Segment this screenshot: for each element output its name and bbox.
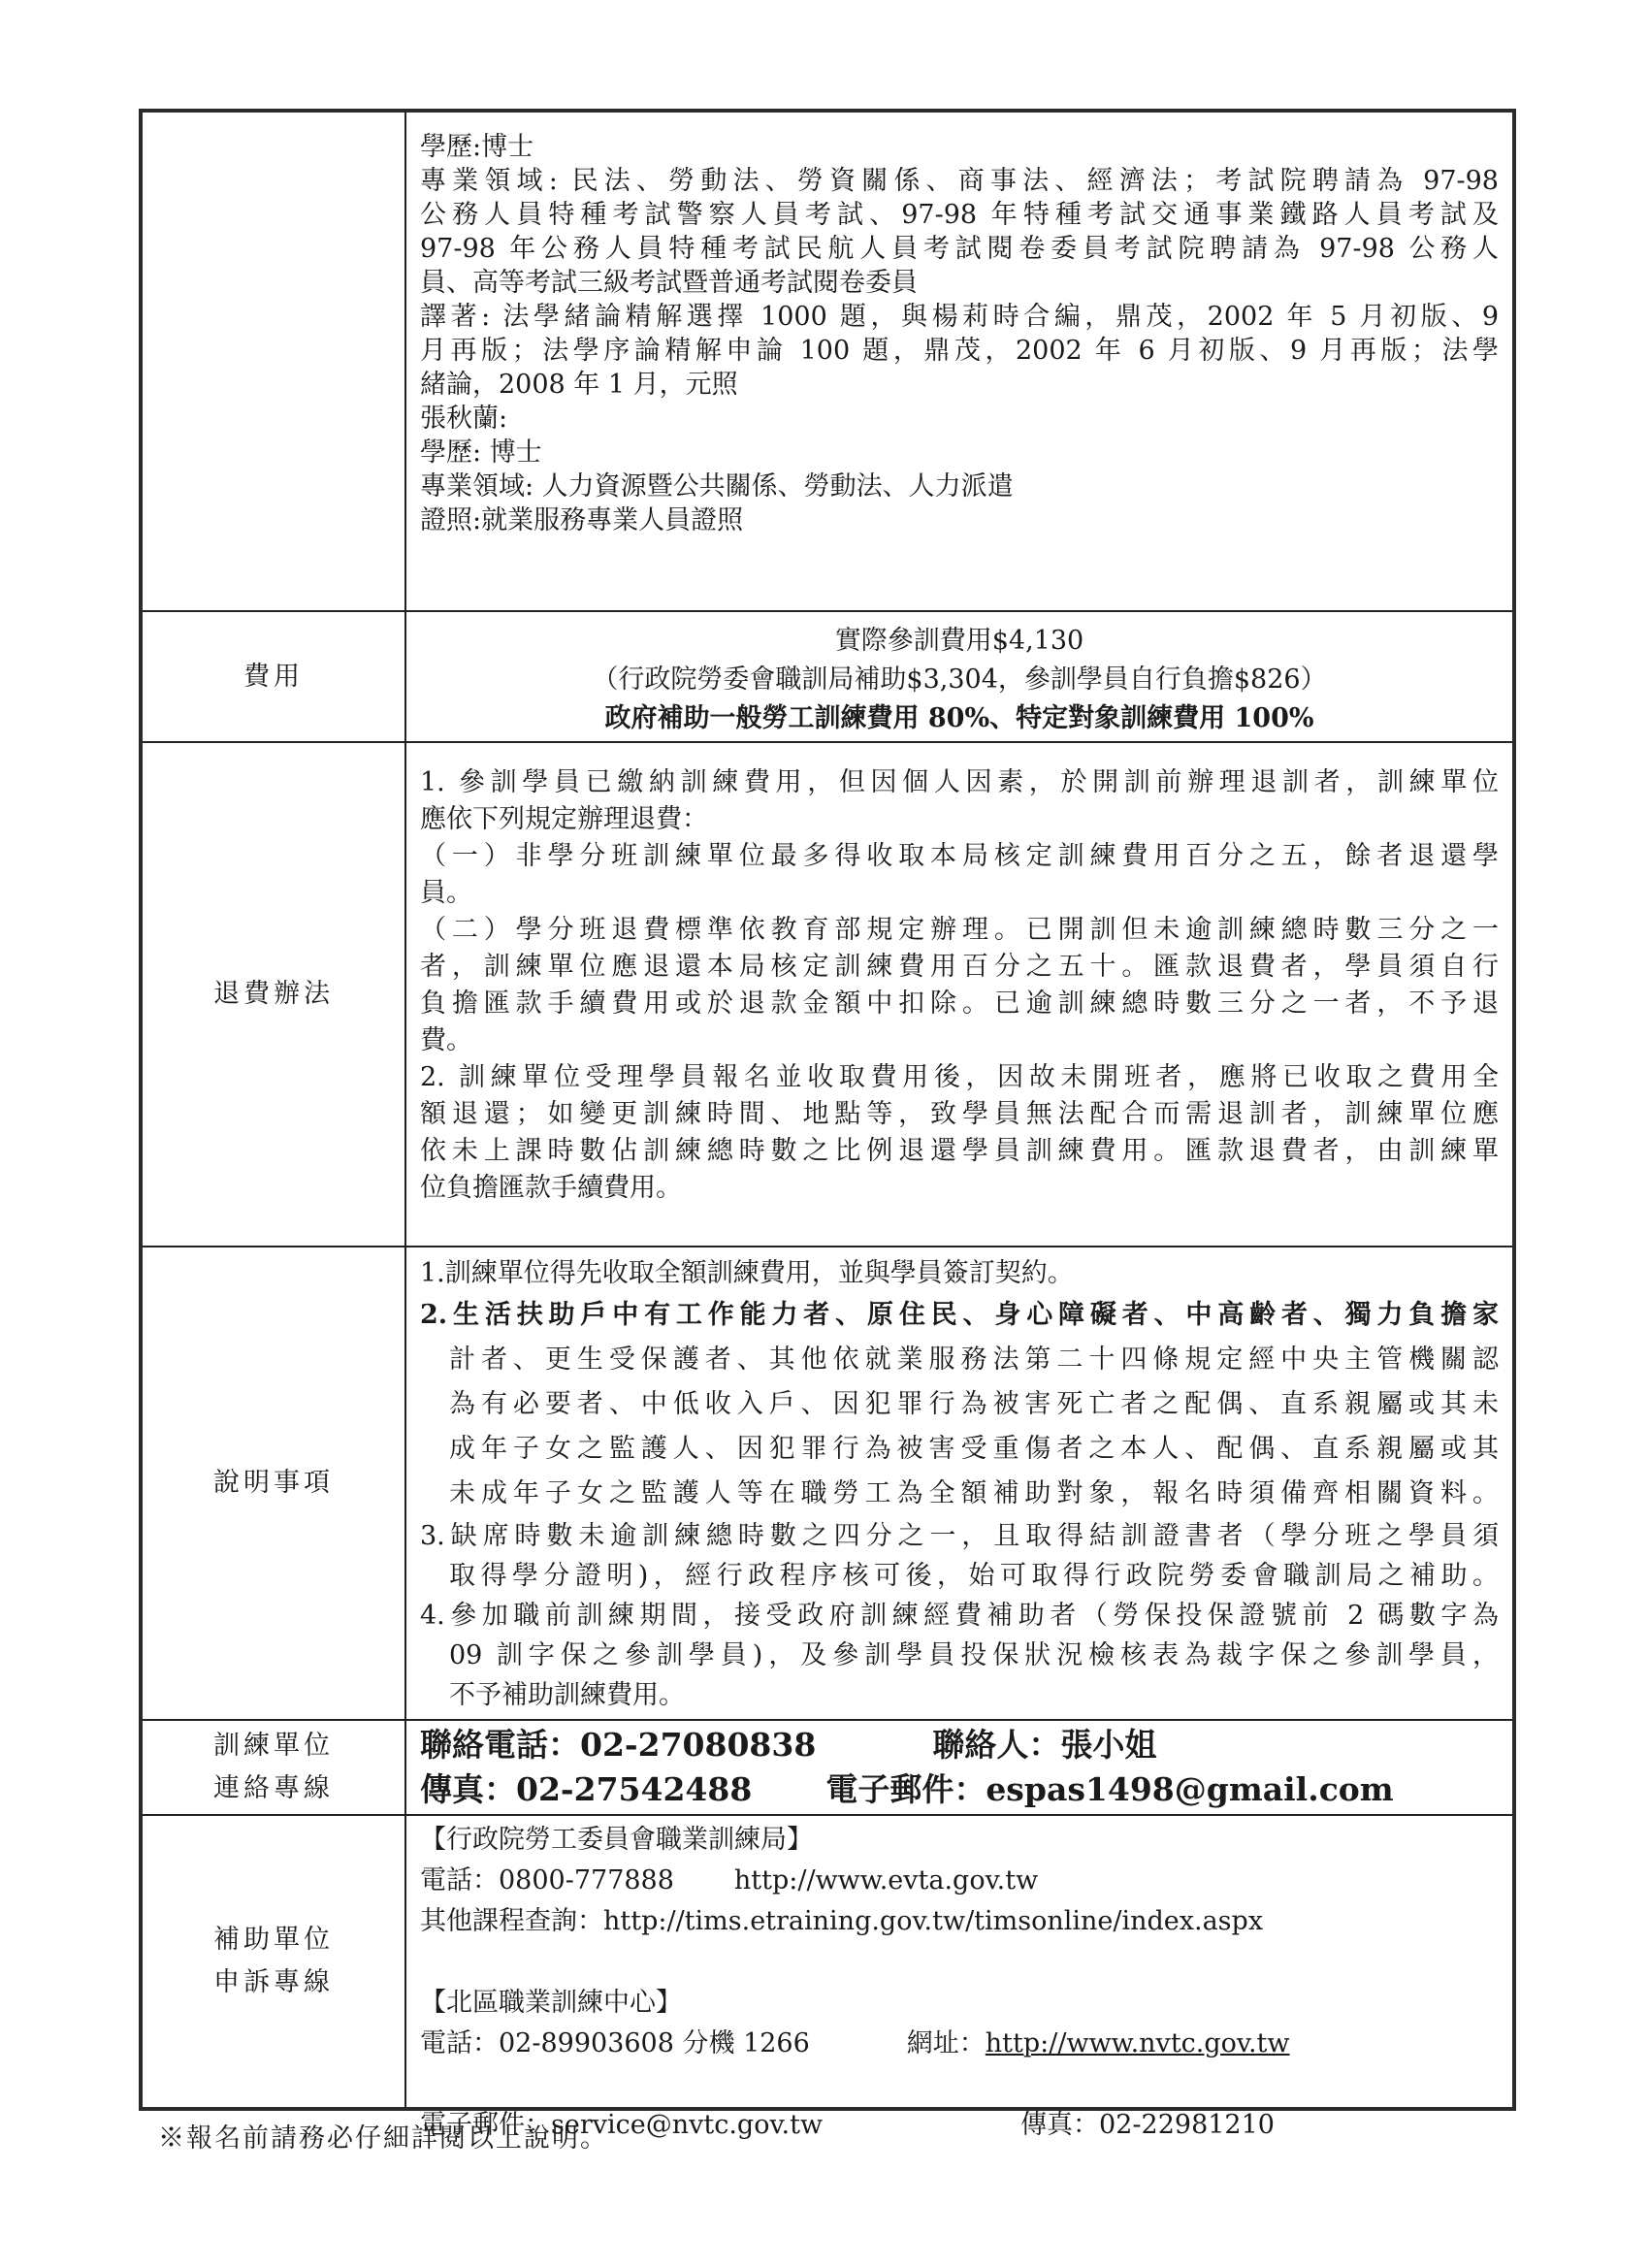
refund-cell — [406, 764, 1512, 1207]
refund-row — [143, 741, 1512, 1246]
contact-email[interactable]: 電子郵件：espas1498@gmail.com — [825, 1770, 1394, 1808]
refund-line: 費。 — [420, 1025, 472, 1055]
refund-line: （一）非學分班訓練單位最多得收取本局核定訓練費用百分之五，餘者退還學 — [420, 841, 1499, 871]
instructor-line: 97-98 年公務人員特種考試民航人員考試閱卷委員考試院聘請為 97-98 公務人 — [420, 234, 1499, 264]
instructor-label-cell — [143, 113, 406, 610]
instructor-row — [143, 113, 1512, 610]
fee-row — [143, 610, 1512, 741]
instructor-line: 員、高等考試三級考試暨普通考試閱卷委員 — [420, 268, 918, 298]
notes-line: 4.參加職前訓練期間，接受政府訓練經費補助者（勞保投保證號前 2 碼數字為 — [420, 1601, 1499, 1631]
notes-line: 為有必要者、中低收入戶、因犯罪行為被害死亡者之配偶、直系親屬或其未 — [449, 1389, 1499, 1419]
instructor-line: 公務人員特種考試警察人員考試、97-98 年特種考試交通事業鐵路人員考試及 — [420, 200, 1499, 230]
org2-url[interactable]: http://www.nvtc.gov.tw — [985, 2028, 1290, 2058]
refund-line: 位負擔匯款手續費用。 — [420, 1173, 682, 1203]
fee-subsidy: （行政院勞委會職訓局補助$3,304，參訓學員自行負擔$826） — [592, 664, 1327, 695]
contact-cell — [406, 1723, 1512, 1812]
contact-label-line1: 訓練單位 — [213, 1731, 334, 1761]
instructor-line: 證照:就業服務專業人員證照 — [420, 505, 744, 535]
instructor-cell — [406, 130, 1512, 537]
org2-email[interactable]: 電子郵件：service@nvtc.gov.tw — [420, 2110, 824, 2140]
refund-line: 2. 訓練單位受理學員報名並收取費用後，因故未開班者，應將已收取之費用全 — [420, 1062, 1499, 1092]
refund-line: （二）學分班退費標準依教育部規定辦理。已開訓但未逾訓練總時數三分之一 — [420, 915, 1499, 945]
org1-phone: 電話：0800-777888 — [420, 1865, 674, 1895]
org2-phone: 電話：02-89903608 分機 1266 — [420, 2028, 810, 2058]
org1-url[interactable]: http://www.evta.gov.tw — [733, 1865, 1039, 1895]
instructor-line: 月再版；法學序論精解申論 100 題，鼎茂，2002 年 6 月初版、9 月再版；法學 — [420, 336, 1499, 366]
instructor-line: 專業領域: 人力資源暨公共關係、勞動法、人力派遣 — [420, 471, 1014, 502]
notes-line: 成年子女之監護人、因犯罪行為被害受重傷者之本人、配偶、直系親屬或其 — [449, 1434, 1499, 1464]
instructor-line: 學歷:博士 — [420, 132, 534, 162]
refund-line: 員。 — [420, 878, 472, 908]
org2-name: 【北區職業訓練中心】 — [420, 1988, 682, 2018]
contact-label-line2: 連絡專線 — [213, 1773, 334, 1803]
refund-line: 負擔匯款手續費用或於退款金額中扣除。已逾訓練總時數三分之一者，不予退 — [420, 988, 1499, 1019]
instructor-line: 張秋蘭: — [420, 404, 508, 434]
notes-label: 說明事項 — [143, 1247, 406, 1719]
instructor-line: 緒論，2008 年 1 月，元照 — [420, 370, 738, 400]
notes-line: 未成年子女之監護人等在職勞工為全額補助對象，報名時須備齊相關資料。 — [449, 1478, 1499, 1508]
fee-label: 費用 — [143, 612, 406, 741]
contact-label — [143, 1721, 406, 1814]
instructor-line: 學歷: 博士 — [420, 437, 542, 468]
contact-phone: 聯絡電話：02-27080838 — [420, 1726, 817, 1764]
notes-line: 計者、更生受保護者、其他依就業服務法第二十四條規定經中央主管機關認 — [449, 1345, 1499, 1375]
fee-cell — [406, 622, 1512, 738]
org2-site-label: 網址： — [906, 2028, 986, 2058]
subsidy-unit-label — [143, 1816, 406, 2107]
org2-fax: 傳真：02-22981210 — [1020, 2110, 1275, 2140]
org1-name: 【行政院勞工委員會職業訓練局】 — [420, 1825, 813, 1855]
contact-person: 聯絡人：張小姐 — [932, 1726, 1157, 1764]
contact-row — [143, 1719, 1512, 1814]
refund-label: 退費辦法 — [143, 743, 406, 1246]
fee-actual: 實際參訓費用$4,130 — [834, 626, 1084, 656]
refund-line: 者，訓練單位應退還本局核定訓練費用百分之五十。匯款退費者，學員須自行 — [420, 952, 1499, 982]
contact-fax: 傳真：02-27542488 — [420, 1770, 753, 1808]
refund-line: 應依下列規定辦理退費： — [420, 804, 708, 834]
org1-courses[interactable]: 其他課程查詢：http://tims.etraining.gov.tw/timsonline/index.aspx — [420, 1906, 1264, 1936]
notes-line: 不予補助訓練費用。 — [449, 1680, 685, 1710]
instructor-line: 譯著: 法學緒論精解選擇 1000 題，與楊莉時合編，鼎茂，2002 年 5 月初版、9 — [420, 302, 1499, 332]
notes-row — [143, 1246, 1512, 1719]
refund-line: 1. 參訓學員已繳納訓練費用，但因個人因素，於開訓前辦理退訓者，訓練單位 — [420, 767, 1499, 797]
instructor-line: 專業領域: 民法、勞動法、勞資關係、商事法、經濟法；考試院聘請為 97-98 — [420, 166, 1499, 196]
refund-line: 依未上課時數佔訓練總時數之比例退還學員訓練費用。匯款退費者，由訓練單 — [420, 1136, 1499, 1166]
subsidy-unit-label-line2: 申訴專線 — [213, 1967, 334, 1997]
subsidy-unit-label-line1: 補助單位 — [213, 1925, 334, 1955]
subsidy-unit-cell — [406, 1820, 1512, 2146]
footer-note: ※報名前請務必仔細詳閱以上說明。 — [158, 2123, 608, 2154]
refund-line: 額退還；如變更訓練時間、地點等，致學員無法配合而需退訓者，訓練單位應 — [420, 1099, 1499, 1129]
notes-cell — [406, 1253, 1512, 1715]
notes-line: 2.生活扶助戶中有工作能力者、原住民、身心障礙者、中高齡者、獨力負擔家 — [420, 1300, 1499, 1330]
notes-line: 3.缺席時數未逾訓練總時數之四分之一，且取得結訓證書者（學分班之學員須 — [420, 1521, 1499, 1551]
fee-note: 政府補助一般勞工訓練費用 80%、特定對象訓練費用 100% — [604, 703, 1314, 733]
notes-line: 1.訓練單位得先收取全額訓練費用，並與學員簽訂契約。 — [420, 1258, 1074, 1288]
notes-line: 09 訓字保之參訓學員)，及參訓學員投保狀況檢核表為裁字保之參訓學員， — [449, 1640, 1499, 1670]
notes-line: 取得學分證明)，經行政程序核可後，始可取得行政院勞委會職訓局之補助。 — [449, 1561, 1499, 1591]
